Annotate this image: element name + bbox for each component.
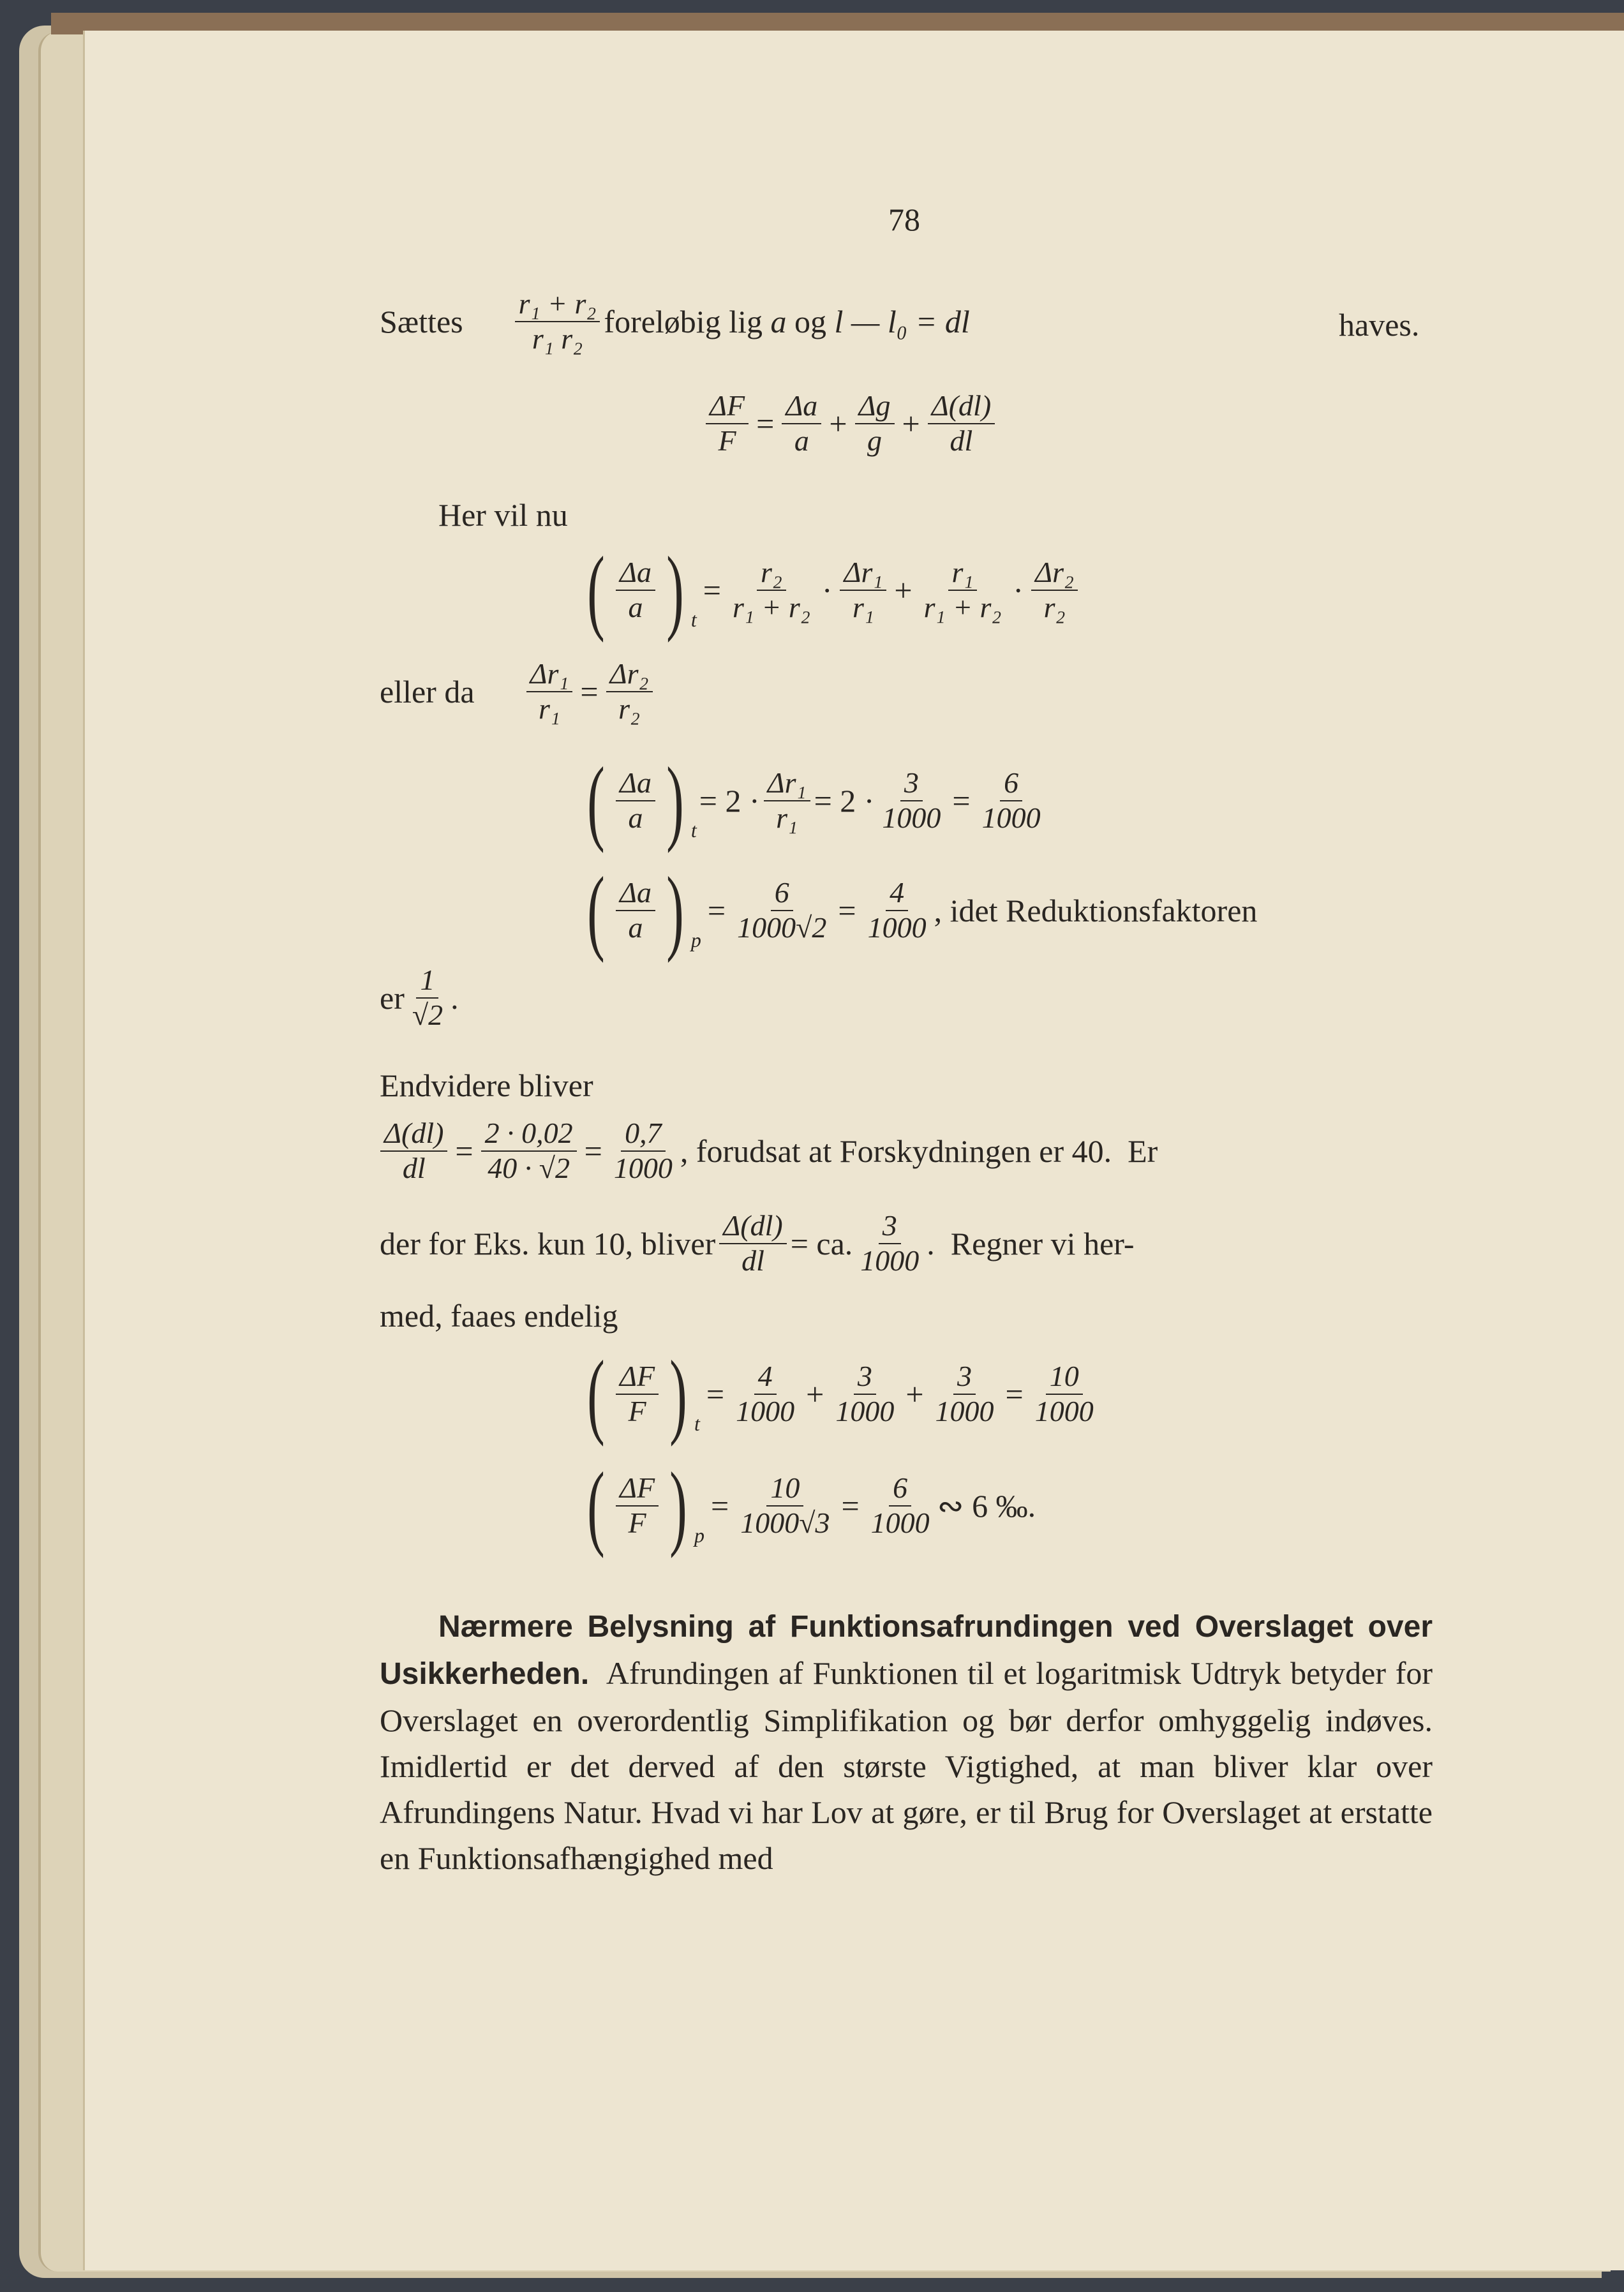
denominator: 1000√3 <box>740 1507 830 1539</box>
denominator: r₂ <box>618 692 641 725</box>
equation-4 <box>577 858 1258 964</box>
equation-1 <box>702 389 999 458</box>
text-run: der for Eks. kun 10, bliver <box>380 1225 716 1261</box>
text-run: , idet Reduktionsfaktoren <box>934 893 1258 928</box>
text-run: = <box>455 1133 473 1169</box>
fraction <box>706 389 749 458</box>
numerator: Δ(dl) <box>380 1117 447 1152</box>
denominator: 1000 <box>870 1507 930 1539</box>
numerator: 3 <box>953 1360 976 1395</box>
numerator: Δ(dl) <box>719 1209 786 1244</box>
text-run: + <box>905 1376 924 1412</box>
text-run: = <box>756 405 775 442</box>
numerator: Δa <box>616 556 655 591</box>
fraction <box>606 657 653 726</box>
right-paren: ) <box>669 1453 687 1559</box>
right-paren: ) <box>669 1341 687 1447</box>
text-run: foreløbig lig <box>604 303 771 339</box>
denominator: 1000 <box>981 801 1041 834</box>
text-run: . Regner vi her- <box>927 1225 1135 1261</box>
denominator: a <box>628 801 643 834</box>
numerator: Δa <box>782 389 821 424</box>
fraction <box>855 389 895 458</box>
numerator: 0,7 <box>621 1117 666 1152</box>
text-run: = <box>841 1488 860 1524</box>
text-run: + <box>894 572 913 608</box>
denominator: r₁ + r₂ <box>733 591 810 623</box>
section-paragraph <box>380 1603 1433 1881</box>
fraction <box>408 964 447 1032</box>
fraction <box>616 766 655 835</box>
denominator: r₁ <box>776 801 798 834</box>
right-paren: ) <box>666 748 684 854</box>
line-haves <box>1339 306 1419 343</box>
spacer <box>475 673 523 710</box>
section-body: Afrundingen af Funktionen til et logaritmisk Udtryk betyder for Overslaget en overordentlig Simplifikation og bør derfor omhyggelig indøves. Imidlertid er det derved af den største Vigtighed, at man bliver klar over Afrundingens Natur. Hvad vi har Lov at gøre, er til Brug for Overslaget at erstatte en Funktionsafhængighed med <box>380 1655 1433 1876</box>
numerator: ΔF <box>616 1471 659 1507</box>
text-run: = ca. <box>790 1225 853 1261</box>
text-run: og <box>786 303 835 339</box>
fraction <box>729 556 814 625</box>
text-run: = 2 · <box>699 783 760 819</box>
denominator: r₁ + r₂ <box>923 591 1002 623</box>
fraction <box>864 876 930 945</box>
text-run: ∾ 6 ‰. <box>937 1488 1036 1524</box>
numerator: 6 <box>1000 766 1022 801</box>
numerator: 3 <box>879 1209 901 1244</box>
right-paren: ) <box>666 537 684 643</box>
text-run: = <box>707 893 726 928</box>
text-run: Her vil nu <box>438 497 568 533</box>
text-run: , forudsat at Forskydningen er 40. Er <box>680 1133 1158 1169</box>
denominator: dl <box>741 1244 764 1277</box>
numerator: 2 · 0,02 <box>481 1117 577 1152</box>
fraction <box>719 1209 786 1278</box>
fraction <box>380 1117 447 1186</box>
parenthesized-fraction <box>580 537 697 643</box>
numerator: 6 <box>889 1471 911 1507</box>
equation-3 <box>577 748 1048 854</box>
fraction <box>616 876 655 945</box>
text-run: l — l₀ = dl <box>834 303 970 339</box>
page-number: 78 <box>888 202 920 237</box>
denominator: F <box>628 1507 646 1539</box>
denominator: 1000 <box>882 801 941 834</box>
line-endvidere <box>380 1067 593 1104</box>
fraction <box>1031 556 1078 625</box>
numerator: Δ(dl) <box>928 389 995 424</box>
text-run: = <box>703 572 721 608</box>
denominator: √2 <box>412 998 443 1031</box>
fraction <box>610 1117 676 1186</box>
denominator: 1000 <box>867 911 927 944</box>
denominator: 1000√2 <box>737 911 827 944</box>
text-run: = 2 · <box>814 783 875 819</box>
numerator: Δr₁ <box>526 657 573 692</box>
numerator: 10 <box>1046 1360 1083 1395</box>
text-run: = <box>584 1133 602 1169</box>
line-her-vil-nu <box>438 496 568 533</box>
denominator: r₂ <box>1043 591 1066 623</box>
text-run: Sættes <box>380 303 463 339</box>
text-run: = <box>706 1376 725 1412</box>
numerator: ΔF <box>616 1360 659 1395</box>
denominator: r₁ <box>852 591 874 623</box>
fraction <box>920 556 1006 625</box>
fraction <box>878 766 944 835</box>
numerator: Δr₂ <box>606 657 653 692</box>
fraction <box>840 556 886 625</box>
text-run: = <box>711 1488 729 1524</box>
fraction <box>867 1471 934 1540</box>
denominator: 40 · √2 <box>488 1151 570 1184</box>
numerator: r₁ <box>948 556 978 591</box>
parenthesized-fraction <box>580 858 701 964</box>
denominator: r₁ r₂ <box>532 322 583 355</box>
subscript: p <box>690 928 701 951</box>
denominator: a <box>628 591 643 623</box>
text-run: = <box>952 783 971 819</box>
text-run: + <box>829 405 847 442</box>
line-er <box>380 964 459 1032</box>
text-run: · <box>821 572 833 608</box>
fraction <box>856 1209 923 1278</box>
denominator: F <box>628 1395 646 1427</box>
numerator: Δa <box>616 766 655 801</box>
left-paren: ( <box>587 858 605 964</box>
numerator: Δr₂ <box>1031 556 1078 591</box>
fraction <box>928 389 995 458</box>
fraction <box>526 657 573 726</box>
denominator: 1000 <box>835 1395 895 1427</box>
numerator: 3 <box>854 1360 876 1395</box>
equation-5 <box>376 1117 1158 1186</box>
equation-2 <box>577 537 1082 643</box>
line-saettes <box>380 287 970 356</box>
text-run: = <box>580 673 599 710</box>
numerator: ΔF <box>706 389 749 424</box>
fraction <box>764 766 810 835</box>
numerator: 6 <box>771 876 793 911</box>
subscript: t <box>690 819 697 842</box>
text-run: . <box>451 979 459 1016</box>
fraction <box>1031 1360 1098 1429</box>
numerator: 4 <box>754 1360 777 1395</box>
line-eller-da <box>380 657 657 726</box>
numerator: 4 <box>886 876 908 911</box>
line-der-for <box>380 1209 1135 1278</box>
parenthesized-fraction <box>580 1341 700 1447</box>
numerator: r₁ + r₂ <box>515 287 600 322</box>
text-run: haves. <box>1339 307 1420 343</box>
parenthesized-fraction <box>580 748 697 854</box>
denominator: r₁ <box>539 692 560 725</box>
denominator: dl <box>402 1151 426 1184</box>
parenthesized-fraction <box>580 1453 705 1559</box>
equation-7 <box>577 1453 1036 1559</box>
subscript: p <box>694 1524 705 1547</box>
text-run: · <box>1013 572 1024 608</box>
text-run: Endvidere bliver <box>380 1068 593 1103</box>
fraction <box>782 389 821 458</box>
numerator: 3 <box>900 766 923 801</box>
fraction <box>481 1117 577 1186</box>
denominator: a <box>794 424 809 457</box>
denominator: 1000 <box>613 1151 673 1184</box>
left-paren: ( <box>587 748 605 854</box>
numerator: Δr₁ <box>764 766 810 801</box>
text-run: med, faaes endelig <box>380 1298 618 1334</box>
subscript: t <box>690 608 697 631</box>
fraction <box>736 1471 833 1540</box>
denominator: 1000 <box>1034 1395 1094 1427</box>
fraction <box>978 766 1045 835</box>
numerator: 10 <box>766 1471 803 1507</box>
text-run: + <box>902 405 920 442</box>
numerator: Δg <box>855 389 895 424</box>
equation-6 <box>577 1341 1101 1447</box>
left-paren: ( <box>587 537 605 643</box>
numerator: r₂ <box>757 556 786 591</box>
line-med <box>380 1297 618 1334</box>
denominator: F <box>718 424 736 457</box>
subscript: t <box>694 1412 700 1435</box>
denominator: a <box>628 911 643 944</box>
denominator: 1000 <box>935 1395 994 1427</box>
text-run: eller da <box>380 673 475 710</box>
denominator: 1000 <box>860 1244 920 1277</box>
fraction <box>616 1360 659 1429</box>
fraction <box>616 556 655 625</box>
denominator: dl <box>950 424 973 457</box>
fraction <box>831 1360 898 1429</box>
spacer <box>463 303 511 340</box>
text-run: + <box>806 1376 824 1412</box>
text-run: a <box>770 303 787 339</box>
fraction <box>932 1360 998 1429</box>
fraction <box>515 287 600 356</box>
left-paren: ( <box>587 1453 605 1559</box>
denominator: 1000 <box>736 1395 795 1427</box>
fraction <box>733 876 830 945</box>
denominator: g <box>867 424 883 457</box>
numerator: Δa <box>616 876 655 911</box>
fraction <box>732 1360 798 1429</box>
text-run: = <box>838 893 856 928</box>
left-paren: ( <box>587 1341 605 1447</box>
fraction <box>616 1471 659 1540</box>
section-heading: Nærmere Belysning af Funktionsafrundingen ved Overslaget over Usikkerheden. <box>380 1610 1433 1691</box>
text-run: er <box>380 979 405 1016</box>
text-run: = <box>1005 1376 1024 1412</box>
numerator: Δr₁ <box>840 556 886 591</box>
numerator: 1 <box>416 964 438 999</box>
right-paren: ) <box>666 858 684 964</box>
